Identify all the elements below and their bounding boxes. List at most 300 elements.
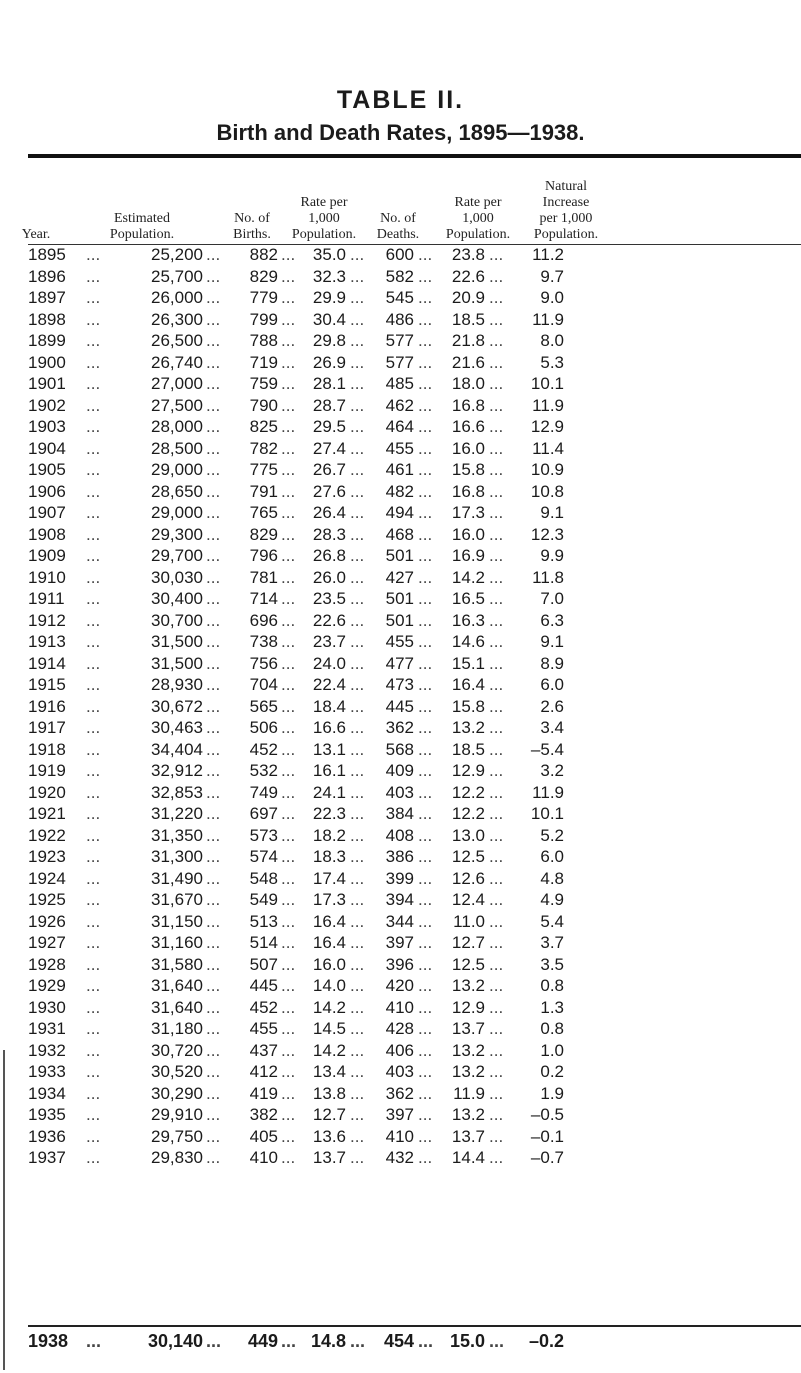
population-cell: 25,200 bbox=[151, 245, 203, 264]
leader-dots: ... bbox=[206, 696, 221, 716]
leader-dots: ... bbox=[206, 954, 221, 974]
deaths-cell: 464 bbox=[385, 417, 414, 436]
death-rate-cell: 15.8 bbox=[451, 696, 485, 716]
leader-dots: ... bbox=[206, 739, 221, 759]
natural-increase-cell: 7.0 bbox=[540, 589, 564, 608]
leader-dots: ... bbox=[86, 460, 101, 479]
leader-dots: ... bbox=[206, 976, 221, 995]
leader-dots: ... bbox=[489, 309, 504, 329]
births-cell: 452 bbox=[249, 997, 278, 1017]
deaths-cell: 568 bbox=[385, 739, 414, 759]
leader-dots: ... bbox=[206, 503, 221, 522]
table-row bbox=[0, 1126, 801, 1148]
population-cell: 31,180 bbox=[151, 1019, 203, 1038]
leader-dots: ... bbox=[281, 524, 296, 544]
leader-dots: ... bbox=[489, 503, 504, 522]
death-rate-cell: 15.8 bbox=[451, 460, 485, 479]
death-rate-cell: 13.2 bbox=[451, 976, 485, 995]
leader-dots: ... bbox=[350, 610, 365, 630]
leader-dots: ... bbox=[281, 632, 296, 651]
birth-rate-cell: 16.1 bbox=[312, 761, 346, 780]
table-row bbox=[0, 932, 801, 954]
population-cell: 29,910 bbox=[151, 1105, 203, 1124]
leader-dots: ... bbox=[418, 438, 433, 458]
births-cell: 704 bbox=[249, 675, 278, 694]
death-rate-cell: 14.6 bbox=[451, 632, 485, 651]
year-cell: 1931 bbox=[28, 1019, 66, 1038]
births-cell: 565 bbox=[249, 696, 278, 716]
leader-dots: ... bbox=[489, 1105, 504, 1124]
birth-rate-cell: 14.2 bbox=[312, 997, 346, 1017]
deaths-cell: 406 bbox=[385, 1040, 414, 1060]
leader-dots: ... bbox=[489, 1040, 504, 1060]
leader-dots: ... bbox=[350, 718, 365, 737]
year-cell: 1925 bbox=[28, 890, 66, 909]
table-row bbox=[0, 588, 801, 610]
leader-dots: ... bbox=[350, 782, 365, 802]
natural-increase-cell: 10.8 bbox=[530, 481, 564, 501]
leader-dots: ... bbox=[281, 503, 296, 522]
natural-increase-cell: 5.4 bbox=[540, 911, 564, 931]
leader-dots: ... bbox=[418, 696, 433, 716]
leader-dots: ... bbox=[86, 1019, 101, 1038]
leader-dots: ... bbox=[86, 245, 101, 264]
births-cell: 790 bbox=[249, 395, 278, 415]
leader-dots: ... bbox=[206, 890, 221, 909]
birth-rate-cell: 16.4 bbox=[312, 911, 346, 931]
leader-dots: ... bbox=[489, 481, 504, 501]
leader-dots: ... bbox=[281, 288, 296, 307]
leader-dots: ... bbox=[418, 782, 433, 802]
leader-dots: ... bbox=[489, 266, 504, 286]
table-row bbox=[0, 438, 801, 460]
leader-dots: ... bbox=[489, 782, 504, 802]
table-title: Birth and Death Rates, 1895—1938. bbox=[216, 120, 585, 145]
leader-dots: ... bbox=[281, 1019, 296, 1038]
year-cell: 1934 bbox=[28, 1083, 66, 1103]
population-cell: 31,500 bbox=[151, 632, 203, 651]
leader-dots: ... bbox=[418, 1105, 433, 1124]
leader-dots: ... bbox=[350, 804, 365, 823]
population-cell: 31,640 bbox=[151, 997, 203, 1017]
leader-dots: ... bbox=[86, 739, 101, 759]
leader-dots: ... bbox=[206, 352, 221, 372]
leader-dots: ... bbox=[418, 589, 433, 608]
leader-dots: ... bbox=[489, 352, 504, 372]
year-cell: 1913 bbox=[28, 632, 66, 651]
death-rate-cell: 16.9 bbox=[451, 546, 485, 565]
births-cell: 779 bbox=[249, 288, 278, 307]
leader-dots: ... bbox=[206, 567, 221, 587]
leader-dots: ... bbox=[86, 503, 101, 522]
leader-dots: ... bbox=[350, 245, 365, 264]
deaths-cell: 397 bbox=[385, 933, 414, 952]
birth-rate-cell: 22.3 bbox=[312, 804, 346, 823]
births-cell: 759 bbox=[249, 374, 278, 393]
leader-dots: ... bbox=[206, 438, 221, 458]
leader-dots: ... bbox=[489, 868, 504, 888]
year-cell: 1923 bbox=[28, 847, 66, 866]
leader-dots: ... bbox=[281, 739, 296, 759]
leader-dots: ... bbox=[418, 395, 433, 415]
death-rate-cell: 11.9 bbox=[453, 1083, 485, 1103]
natural-increase-cell: 12.9 bbox=[530, 417, 564, 436]
population-cell: 32,912 bbox=[151, 761, 203, 780]
natural-increase-cell: 12.3 bbox=[530, 524, 564, 544]
birth-rate-cell: 27.6 bbox=[312, 481, 346, 501]
leader-dots: ... bbox=[206, 868, 221, 888]
leader-dots: ... bbox=[281, 309, 296, 329]
births-cell: 455 bbox=[249, 1019, 278, 1038]
births-cell: 513 bbox=[249, 911, 278, 931]
leader-dots: ... bbox=[281, 761, 296, 780]
leader-dots: ... bbox=[281, 954, 296, 974]
leader-dots: ... bbox=[281, 460, 296, 479]
birth-rate-cell: 13.8 bbox=[312, 1083, 346, 1103]
births-cell: 796 bbox=[249, 546, 278, 565]
leader-dots: ... bbox=[206, 610, 221, 630]
population-cell: 26,500 bbox=[151, 331, 203, 350]
death-rate-cell: 16.4 bbox=[451, 675, 485, 694]
leader-dots: ... bbox=[418, 266, 433, 286]
year-cell: 1906 bbox=[28, 481, 66, 501]
year-cell: 1926 bbox=[28, 911, 66, 931]
population-cell: 30,720 bbox=[151, 1040, 203, 1060]
leader-dots: ... bbox=[418, 245, 433, 264]
leader-dots: ... bbox=[86, 610, 101, 630]
leader-dots: ... bbox=[281, 976, 296, 995]
total-rule bbox=[28, 1325, 801, 1327]
table-row bbox=[0, 846, 801, 868]
births-cell: 532 bbox=[249, 761, 278, 780]
year-cell: 1900 bbox=[28, 352, 66, 372]
year-cell: 1916 bbox=[28, 696, 66, 716]
deaths-cell: 468 bbox=[385, 524, 414, 544]
births-cell: 781 bbox=[249, 567, 278, 587]
leader-dots: ... bbox=[86, 352, 101, 372]
natural-increase-cell: 10.9 bbox=[530, 460, 564, 479]
leader-dots: ... bbox=[86, 868, 101, 888]
death-rate-cell: 13.7 bbox=[451, 1126, 485, 1146]
leader-dots: ... bbox=[489, 1148, 504, 1167]
deaths-cell: 486 bbox=[385, 309, 414, 329]
table-row bbox=[0, 287, 801, 309]
leader-dots: ... bbox=[206, 847, 221, 866]
table-row bbox=[0, 889, 801, 911]
natural-increase-cell: 5.3 bbox=[540, 352, 564, 372]
leader-dots: ... bbox=[206, 331, 221, 350]
leader-dots: ... bbox=[86, 395, 101, 415]
natural-increase-cell: –0.5 bbox=[530, 1105, 564, 1124]
leader-dots: ... bbox=[86, 976, 101, 995]
table-row bbox=[0, 1147, 801, 1169]
year-cell: 1929 bbox=[28, 976, 66, 995]
leader-dots: ... bbox=[418, 1019, 433, 1038]
births-cell: 452 bbox=[249, 739, 278, 759]
leader-dots: ... bbox=[206, 632, 221, 651]
leader-dots: ... bbox=[86, 911, 101, 931]
table-row bbox=[0, 330, 801, 352]
population-cell: 27,000 bbox=[151, 374, 203, 393]
leader-dots: ... bbox=[281, 911, 296, 931]
leader-dots: ... bbox=[86, 288, 101, 307]
leader-dots: ... bbox=[350, 331, 365, 350]
leader-dots: ... bbox=[86, 804, 101, 823]
year-cell: 1897 bbox=[28, 288, 66, 307]
leader-dots: ... bbox=[418, 417, 433, 436]
leader-dots: ... bbox=[350, 868, 365, 888]
leader-dots: ... bbox=[418, 890, 433, 909]
birth-rate-cell: 16.0 bbox=[312, 954, 346, 974]
births-cell: 419 bbox=[249, 1083, 278, 1103]
leader-dots: ... bbox=[350, 954, 365, 974]
population-cell: 29,000 bbox=[151, 460, 203, 479]
leader-dots: ... bbox=[86, 675, 101, 694]
leader-dots: ... bbox=[489, 718, 504, 737]
natural-increase-cell: 3.4 bbox=[540, 718, 564, 737]
year-cell: 1908 bbox=[28, 524, 66, 544]
leader-dots: ... bbox=[86, 653, 101, 673]
natural-increase-cell: –0.1 bbox=[530, 1126, 564, 1146]
table-row bbox=[0, 416, 801, 438]
leader-dots: ... bbox=[350, 288, 365, 307]
death-rate-cell: 17.3 bbox=[451, 503, 485, 522]
leader-dots: ... bbox=[281, 933, 296, 952]
leader-dots: ... bbox=[206, 460, 221, 479]
natural-increase-cell: 5.2 bbox=[540, 825, 564, 845]
leader-dots: ... bbox=[86, 997, 101, 1017]
leader-dots: ... bbox=[418, 868, 433, 888]
leader-dots: ... bbox=[206, 718, 221, 737]
year-cell: 1898 bbox=[28, 309, 66, 329]
population-cell: 31,490 bbox=[151, 868, 203, 888]
births-cell: 714 bbox=[249, 589, 278, 608]
leader-dots: ... bbox=[350, 1148, 365, 1167]
leader-dots: ... bbox=[86, 761, 101, 780]
leader-dots: ... bbox=[86, 847, 101, 866]
death-rate-cell: 16.6 bbox=[451, 417, 485, 436]
leader-dots: ... bbox=[281, 1083, 296, 1103]
death-rate-cell: 12.5 bbox=[451, 847, 485, 866]
top-rule bbox=[28, 154, 801, 158]
leader-dots: ... bbox=[418, 997, 433, 1017]
leader-dots: ... bbox=[489, 395, 504, 415]
leader-dots: ... bbox=[350, 976, 365, 995]
birth-rate-cell: 29.5 bbox=[312, 417, 346, 436]
population-cell: 29,300 bbox=[151, 524, 203, 544]
leader-dots: ... bbox=[489, 589, 504, 608]
leader-dots: ... bbox=[489, 417, 504, 436]
leader-dots: ... bbox=[350, 1105, 365, 1124]
births-cell: 507 bbox=[249, 954, 278, 974]
natural-increase-cell: 11.9 bbox=[532, 395, 564, 415]
leader-dots: ... bbox=[418, 718, 433, 737]
leader-dots: ... bbox=[350, 1126, 365, 1146]
birth-rate-cell: 26.8 bbox=[312, 546, 346, 565]
leader-dots: ... bbox=[350, 739, 365, 759]
leader-dots: ... bbox=[418, 847, 433, 866]
births-cell: 549 bbox=[249, 890, 278, 909]
leader-dots: ... bbox=[206, 1083, 221, 1103]
population-cell: 31,580 bbox=[151, 954, 203, 974]
header-deaths: No. of Deaths. bbox=[376, 211, 420, 242]
leader-dots: ... bbox=[350, 847, 365, 866]
leader-dots: ... bbox=[206, 309, 221, 329]
natural-increase-cell: 6.0 bbox=[540, 847, 564, 866]
header-natural-increase: Natural Increase per 1,000 Population. bbox=[533, 179, 599, 242]
leader-dots: ... bbox=[418, 675, 433, 694]
natural-increase-cell: 3.2 bbox=[540, 761, 564, 780]
births-cell: 719 bbox=[249, 352, 278, 372]
leader-dots: ... bbox=[418, 739, 433, 759]
birth-rate-cell: 26.0 bbox=[312, 567, 346, 587]
leader-dots: ... bbox=[86, 567, 101, 587]
leader-dots: ... bbox=[418, 1062, 433, 1081]
leader-dots: ... bbox=[206, 653, 221, 673]
population-cell: 26,000 bbox=[151, 288, 203, 307]
natural-increase-cell: 11.4 bbox=[532, 438, 564, 458]
year-cell: 1910 bbox=[28, 567, 66, 587]
death-rate-cell: 12.7 bbox=[451, 933, 485, 952]
header-death-rate: Rate per 1,000 Population. bbox=[445, 195, 511, 242]
leader-dots: ... bbox=[489, 653, 504, 673]
leader-dots: ... bbox=[489, 438, 504, 458]
header-births: No. of Births. bbox=[233, 211, 271, 242]
leader-dots: ... bbox=[281, 374, 296, 393]
death-rate-cell: 12.2 bbox=[451, 804, 485, 823]
leader-dots: ... bbox=[206, 1019, 221, 1038]
leader-dots: ... bbox=[489, 933, 504, 952]
deaths-cell: 477 bbox=[385, 653, 414, 673]
leader-dots: ... bbox=[206, 1126, 221, 1146]
natural-increase-cell: 3.7 bbox=[540, 933, 564, 952]
leader-dots: ... bbox=[350, 911, 365, 931]
year-cell: 1927 bbox=[28, 933, 66, 952]
table-number: TABLE II. bbox=[336, 86, 465, 114]
natural-increase-cell: 11.9 bbox=[532, 782, 564, 802]
leader-dots: ... bbox=[489, 1083, 504, 1103]
leader-dots: ... bbox=[489, 524, 504, 544]
year-cell: 1905 bbox=[28, 460, 66, 479]
year-cell: 1904 bbox=[28, 438, 66, 458]
leader-dots: ... bbox=[86, 417, 101, 436]
leader-dots: ... bbox=[350, 890, 365, 909]
births-cell: 738 bbox=[249, 632, 278, 651]
natural-increase-cell: 9.9 bbox=[540, 546, 564, 565]
births-cell: 756 bbox=[249, 653, 278, 673]
births-cell: 405 bbox=[249, 1126, 278, 1146]
population-cell: 31,300 bbox=[151, 847, 203, 866]
year-cell: 1914 bbox=[28, 653, 66, 673]
leader-dots: ... bbox=[86, 374, 101, 393]
leader-dots: ... bbox=[281, 696, 296, 716]
death-rate-cell: 22.6 bbox=[451, 266, 485, 286]
deaths-cell: 473 bbox=[385, 675, 414, 694]
leader-dots: ... bbox=[350, 1062, 365, 1081]
leader-dots: ... bbox=[350, 374, 365, 393]
year-cell: 1901 bbox=[28, 374, 66, 393]
deaths-cell: 482 bbox=[385, 481, 414, 501]
natural-increase-cell: 10.1 bbox=[530, 804, 564, 823]
leader-dots: ... bbox=[281, 245, 296, 264]
deaths-cell: 403 bbox=[385, 782, 414, 802]
year-cell: 1907 bbox=[28, 503, 66, 522]
leader-dots: ... bbox=[350, 761, 365, 780]
leader-dots: ... bbox=[418, 503, 433, 522]
population-cell: 29,700 bbox=[151, 546, 203, 565]
leader-dots: ... bbox=[489, 374, 504, 393]
births-cell: 514 bbox=[249, 933, 278, 952]
death-rate-cell: 12.5 bbox=[451, 954, 485, 974]
leader-dots: ... bbox=[418, 610, 433, 630]
natural-increase-cell: 6.0 bbox=[540, 675, 564, 694]
leader-dots: ... bbox=[86, 1062, 101, 1081]
leader-dots: ... bbox=[489, 761, 504, 780]
leader-dots: ... bbox=[418, 546, 433, 565]
death-rate-cell: 18.0 bbox=[451, 374, 485, 393]
death-rate-cell: 23.8 bbox=[451, 245, 485, 264]
leader-dots: ... bbox=[206, 1040, 221, 1060]
birth-rate-cell: 13.1 bbox=[312, 739, 346, 759]
leader-dots: ... bbox=[418, 911, 433, 931]
table-row bbox=[0, 459, 801, 481]
table-row bbox=[0, 631, 801, 653]
births-cell: 506 bbox=[249, 718, 278, 737]
leader-dots: ... bbox=[281, 417, 296, 436]
leader-dots: ... bbox=[206, 546, 221, 565]
year-cell: 1903 bbox=[28, 417, 66, 436]
leader-dots: ... bbox=[350, 675, 365, 694]
year-cell: 1936 bbox=[28, 1126, 66, 1146]
table-row bbox=[0, 309, 801, 331]
table-row bbox=[0, 911, 801, 933]
population-cell: 32,853 bbox=[151, 782, 203, 802]
death-rate-cell: 13.2 bbox=[451, 1062, 485, 1081]
natural-increase-cell: 9.1 bbox=[540, 503, 564, 522]
leader-dots: ... bbox=[489, 331, 504, 350]
leader-dots: ... bbox=[350, 503, 365, 522]
leader-dots: ... bbox=[418, 825, 433, 845]
deaths-cell: 461 bbox=[385, 460, 414, 479]
leader-dots: ... bbox=[489, 696, 504, 716]
year-cell: 1912 bbox=[28, 610, 66, 630]
leader-dots: ... bbox=[206, 266, 221, 286]
population-cell: 31,150 bbox=[151, 911, 203, 931]
year-cell: 1921 bbox=[28, 804, 66, 823]
leader-dots: ... bbox=[86, 309, 101, 329]
year-cell: 1922 bbox=[28, 825, 66, 845]
death-rate-cell: 13.2 bbox=[451, 1040, 485, 1060]
leader-dots: ... bbox=[350, 266, 365, 286]
deaths-cell: 394 bbox=[385, 890, 414, 909]
population-cell: 31,640 bbox=[151, 976, 203, 995]
leader-dots: ... bbox=[281, 567, 296, 587]
natural-increase-cell: 1.9 bbox=[540, 1083, 564, 1103]
leader-dots: ... bbox=[281, 997, 296, 1017]
leader-dots: ... bbox=[206, 374, 221, 393]
leader-dots: ... bbox=[281, 1062, 296, 1081]
births-cell: 799 bbox=[249, 309, 278, 329]
leader-dots: ... bbox=[489, 847, 504, 866]
leader-dots: ... bbox=[418, 954, 433, 974]
natural-increase-cell: 4.9 bbox=[540, 890, 564, 909]
leader-dots: ... bbox=[489, 825, 504, 845]
population-cell: 28,000 bbox=[151, 417, 203, 436]
leader-dots: ... bbox=[350, 1083, 365, 1103]
leader-dots: ... bbox=[281, 395, 296, 415]
natural-increase-cell: 9.7 bbox=[540, 266, 564, 286]
header-birth-rate: Rate per 1,000 Population. bbox=[291, 195, 357, 242]
